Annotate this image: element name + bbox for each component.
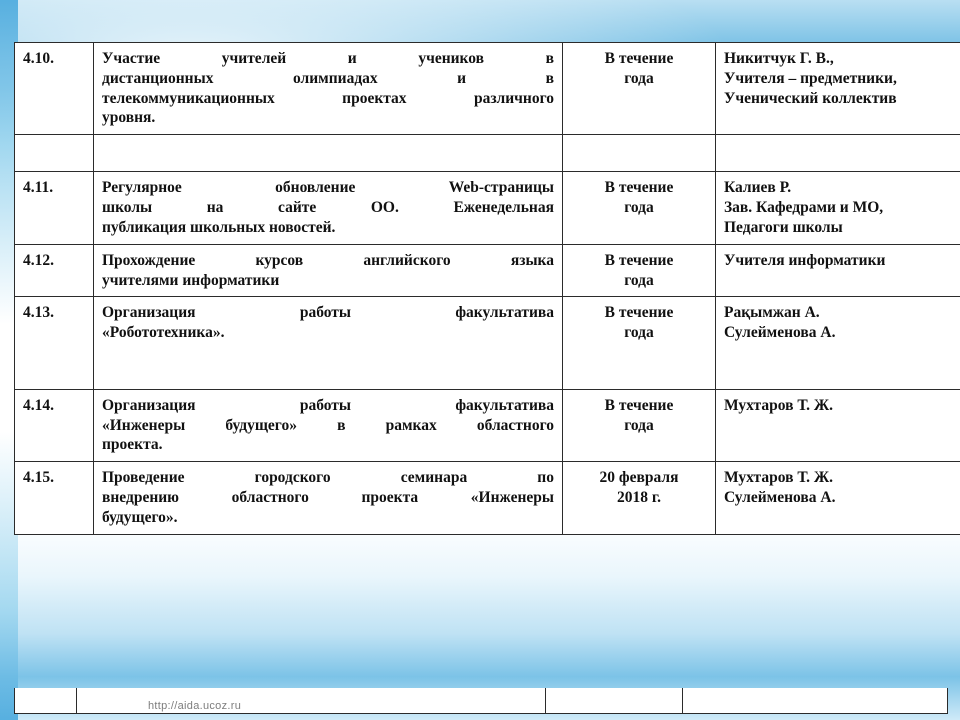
- footer-watermark-url: http://aida.ucoz.ru: [148, 700, 242, 712]
- responsible-line: Мухтаров Т. Ж.: [724, 469, 834, 487]
- activity-line: Организация работы факультатива: [102, 396, 554, 414]
- responsible-line: Педагоги школы: [724, 218, 843, 236]
- row-number: 4.12.: [15, 244, 94, 297]
- spacer-cell: [563, 135, 716, 172]
- row-number: 4.13.: [15, 297, 94, 389]
- table-row: [15, 297, 960, 389]
- row-number: 4.11.: [15, 172, 94, 244]
- column-divider: [545, 688, 546, 713]
- responsible-line: Ученический коллектив: [724, 89, 897, 107]
- activity-line: учителями информатики: [102, 271, 280, 289]
- responsible-line: Рақымжан А.: [724, 304, 820, 322]
- term-line: года: [624, 416, 654, 434]
- table-row: [15, 462, 960, 534]
- row-activity: [94, 244, 563, 297]
- responsible-line: Зав. Кафедрами и МО,: [724, 199, 884, 217]
- responsible-line: Учителя информатики: [724, 251, 886, 269]
- row-number: 4.10.: [15, 43, 94, 135]
- activity-line: Проведение городского семинара по: [102, 469, 554, 487]
- row-activity: [94, 297, 563, 389]
- activity-line: Прохождение курсов английского языка: [102, 251, 554, 269]
- term-line: года: [624, 271, 654, 289]
- activity-line: будущего».: [102, 508, 178, 526]
- table-row: [15, 389, 960, 461]
- activity-line: проекта.: [102, 436, 163, 454]
- responsible-line: Никитчук Г. В.,: [724, 50, 834, 67]
- row-responsible: [716, 244, 960, 297]
- row-responsible: [716, 389, 960, 461]
- column-divider: [682, 688, 683, 713]
- row-number: 4.15.: [15, 462, 94, 534]
- row-term: [563, 43, 716, 135]
- activity-line: уровня.: [102, 109, 156, 127]
- plan-table: [14, 42, 960, 535]
- row-responsible: [716, 462, 960, 534]
- row-responsible: [716, 172, 960, 244]
- responsible-line: Калиев Р.: [724, 179, 792, 197]
- row-term: [563, 389, 716, 461]
- activity-line: «Робототехника».: [102, 324, 225, 342]
- activity-line: Организация работы факультатива: [102, 304, 554, 322]
- term-line: года: [624, 69, 654, 87]
- activity-line: публикация школьных новостей.: [102, 218, 336, 236]
- table-spacer-row: [15, 135, 960, 172]
- plan-table-container: [14, 42, 948, 535]
- row-activity: [94, 462, 563, 534]
- column-divider: [76, 688, 77, 713]
- activity-line: дистанционных олимпиадах и в: [102, 69, 554, 87]
- term-line: года: [624, 199, 654, 217]
- row-responsible: [716, 297, 960, 389]
- term-line: В течение: [604, 179, 674, 197]
- table-row: [15, 244, 960, 297]
- term-line: 20 февраля: [599, 469, 679, 487]
- term-line: В течение: [604, 396, 674, 414]
- term-line: В течение: [604, 50, 674, 67]
- row-term: [563, 297, 716, 389]
- responsible-line: Учителя – предметники,: [724, 69, 897, 87]
- spacer-cell: [94, 135, 563, 172]
- activity-line: Участие учителей и учеников в: [102, 50, 554, 67]
- row-activity: [94, 172, 563, 244]
- activity-line: Регулярное обновление Web-страницы: [102, 179, 554, 197]
- row-term: [563, 244, 716, 297]
- row-activity: [94, 389, 563, 461]
- table-row: [15, 43, 960, 135]
- row-number: 4.14.: [15, 389, 94, 461]
- term-line: года: [624, 324, 654, 342]
- term-line: В течение: [604, 304, 674, 322]
- row-activity: [94, 43, 563, 135]
- activity-line: внедрению областного проекта «Инженеры: [102, 489, 554, 507]
- row-term: [563, 462, 716, 534]
- activity-line: школы на сайте ОО. Еженедельная: [102, 199, 554, 217]
- row-responsible: [716, 43, 960, 135]
- row-term: [563, 172, 716, 244]
- term-line: В течение: [604, 251, 674, 269]
- spacer-cell: [716, 135, 960, 172]
- responsible-line: Мухтаров Т. Ж.: [724, 396, 834, 414]
- activity-line: телекоммуникационных проектах различного: [102, 89, 554, 107]
- spacer-cell: [15, 135, 94, 172]
- table-row: [15, 172, 960, 244]
- responsible-line: Сулейменова А.: [724, 489, 836, 507]
- responsible-line: Сулейменова А.: [724, 324, 836, 342]
- term-line: 2018 г.: [616, 489, 662, 507]
- activity-line: «Инженеры будущего» в рамках областного: [102, 416, 554, 434]
